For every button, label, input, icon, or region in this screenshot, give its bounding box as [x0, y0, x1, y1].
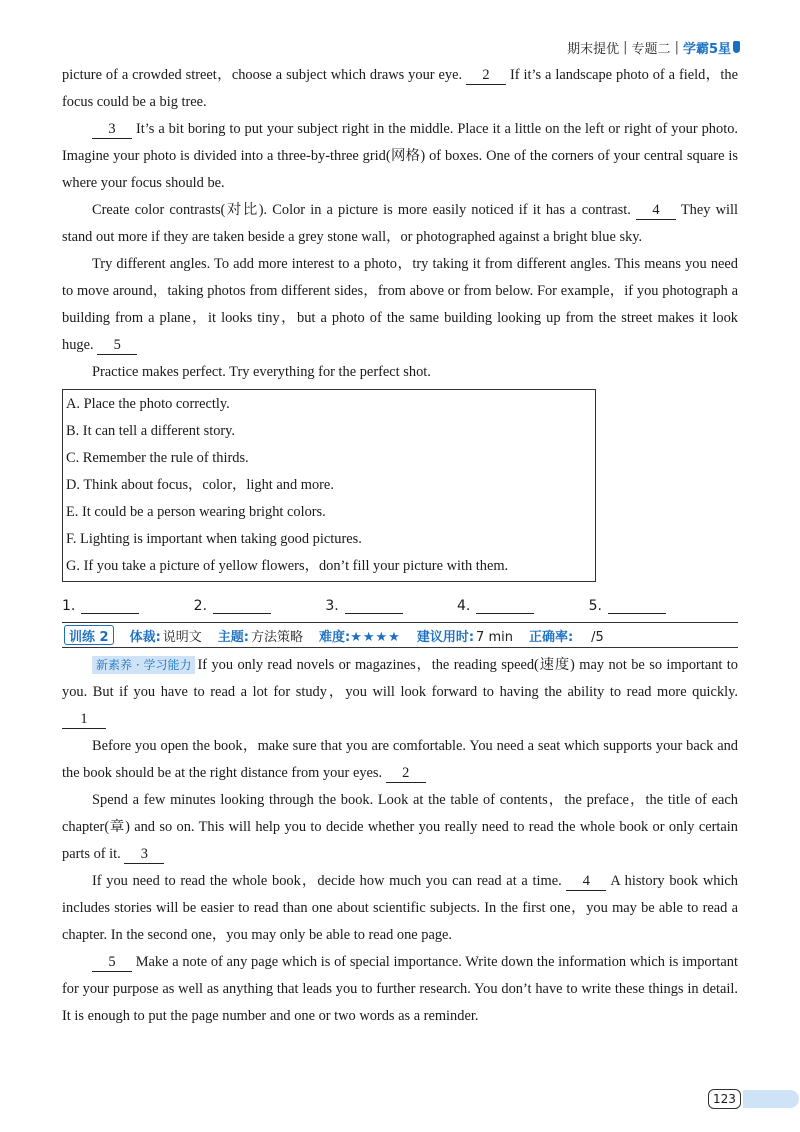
blank-4: 4 — [636, 201, 676, 220]
header-part1: 期末提优 — [567, 41, 620, 57]
passage1-paragraph-5: Practice makes perfect. Try everything for the perfect shot. — [92, 364, 431, 380]
options-box — [62, 389, 596, 582]
p2-blank-2: 2 — [386, 764, 426, 783]
p2-blank-1: 1 — [62, 710, 106, 729]
passage1-paragraph-2: 3 It’s a bit boring to put your subject right in the middle. Place it a little on the left or right of your photo. Imagine your photo is divided into a three-by-three grid(网格) of boxes. One of the corners of your central square is where your focus should be. — [62, 121, 738, 191]
page-number: 123 — [708, 1088, 799, 1110]
answer-4[interactable]: 4. — [457, 598, 534, 614]
header-part2: 专题二 — [631, 41, 671, 57]
passage2-paragraph-1: 新素养 · 学习能力 If you only read novels or magazines，the reading speed(速度) may not be so important to you. But if you have to read a lot for study，you will look forward to having the ability to read more quickly. 1 — [62, 657, 738, 727]
option-f: F. Lighting is important when taking good pictures. — [66, 531, 362, 547]
p2-blank-3: 3 — [124, 845, 164, 864]
answer-2[interactable]: 2. — [194, 598, 271, 614]
option-c: C. Remember the rule of thirds. — [66, 450, 249, 466]
option-b: B. It can tell a different story. — [66, 423, 236, 439]
accuracy: 正确率: /5 — [528, 629, 604, 645]
answer-3[interactable]: 3. — [325, 598, 402, 614]
suggested-time: 建议用时: 7 min — [416, 629, 513, 645]
p2-blank-5: 5 — [92, 953, 132, 972]
header-brand: 学霸5星 — [682, 41, 731, 57]
skill-badge: 新素养 · 学习能力 — [92, 656, 195, 674]
p2-blank-4: 4 — [566, 872, 606, 891]
option-a: A. Place the photo correctly. — [66, 396, 230, 412]
brand-logo-icon — [733, 41, 740, 53]
answer-5[interactable]: 5. — [589, 598, 666, 614]
blank-2: 2 — [466, 66, 506, 85]
passage2-paragraph-2: Before you open the book，make sure that you are comfortable. You need a seat which supports your back and the book should be at the right distance from your eyes. 2 — [62, 738, 738, 781]
passage2-paragraph-4: If you need to read the whole book，decide how much you can read at a time. 4 A history book which includes stories will be easier to read than one about scientific subjects. In the first one，you may be able to read a chapter. In the second one，you may only be able to read one page. — [62, 873, 738, 943]
blank-3: 3 — [92, 120, 132, 139]
blank-5: 5 — [97, 336, 137, 355]
page-header: 期末提优 | 专题二 | 学霸5星 — [567, 36, 740, 58]
passage1-paragraph-3: Create color contrasts(对比). Color in a picture is more easily noticed if it has a contrast. 4 They will stand out more if they are taken beside a grey stone wall，or photographed against a bright blue sky. — [62, 202, 738, 245]
passage2-paragraph-5: 5 Make a note of any page which is of special importance. Write down the information which is important for your purpose as well as anything that leads you to further research. You don’t have to write these things in detail. It is enough to put the page number and one or two words as a reminder. — [62, 954, 738, 1024]
training-tag: 训练 2 — [64, 625, 114, 645]
topic: 主题: 方法策略 — [217, 629, 304, 645]
answer-1[interactable]: 1. — [62, 598, 139, 614]
page-content — [62, 62, 738, 1030]
genre: 体裁: 说明文 — [129, 629, 202, 645]
answer-row — [62, 590, 666, 614]
passage1-paragraph-4: Try different angles. To add more interest to a photo，try taking it from different angles. This means you need to move around，taking photos from different sides，from above or from below. For example，if you photograph a building from a plane，it looks tiny，but a photo of the same building looking up from the street makes it look huge. 5 — [62, 256, 738, 353]
option-d: D. Think about focus，color，light and more. — [66, 477, 334, 493]
option-g: G. If you take a picture of yellow flowers，don’t fill your picture with them. — [66, 558, 509, 574]
option-e: E. It could be a person wearing bright colors. — [66, 504, 326, 520]
difficulty: 难度:★★★★ — [319, 629, 401, 645]
training-info-bar — [62, 622, 738, 648]
passage1-paragraph-1: picture of a crowded street，choose a subject which draws your eye. 2 If it’s a landscape photo of a field，the focus could be a big tree. — [62, 67, 738, 110]
page-tab-decoration — [743, 1090, 799, 1108]
difficulty-stars-icon: ★★★★ — [350, 629, 401, 645]
passage2-paragraph-3: Spend a few minutes looking through the book. Look at the table of contents，the preface，the title of each chapter(章) and so on. This will help you to decide whether you really need to read the whole book or only certain parts of it. 3 — [62, 792, 738, 862]
